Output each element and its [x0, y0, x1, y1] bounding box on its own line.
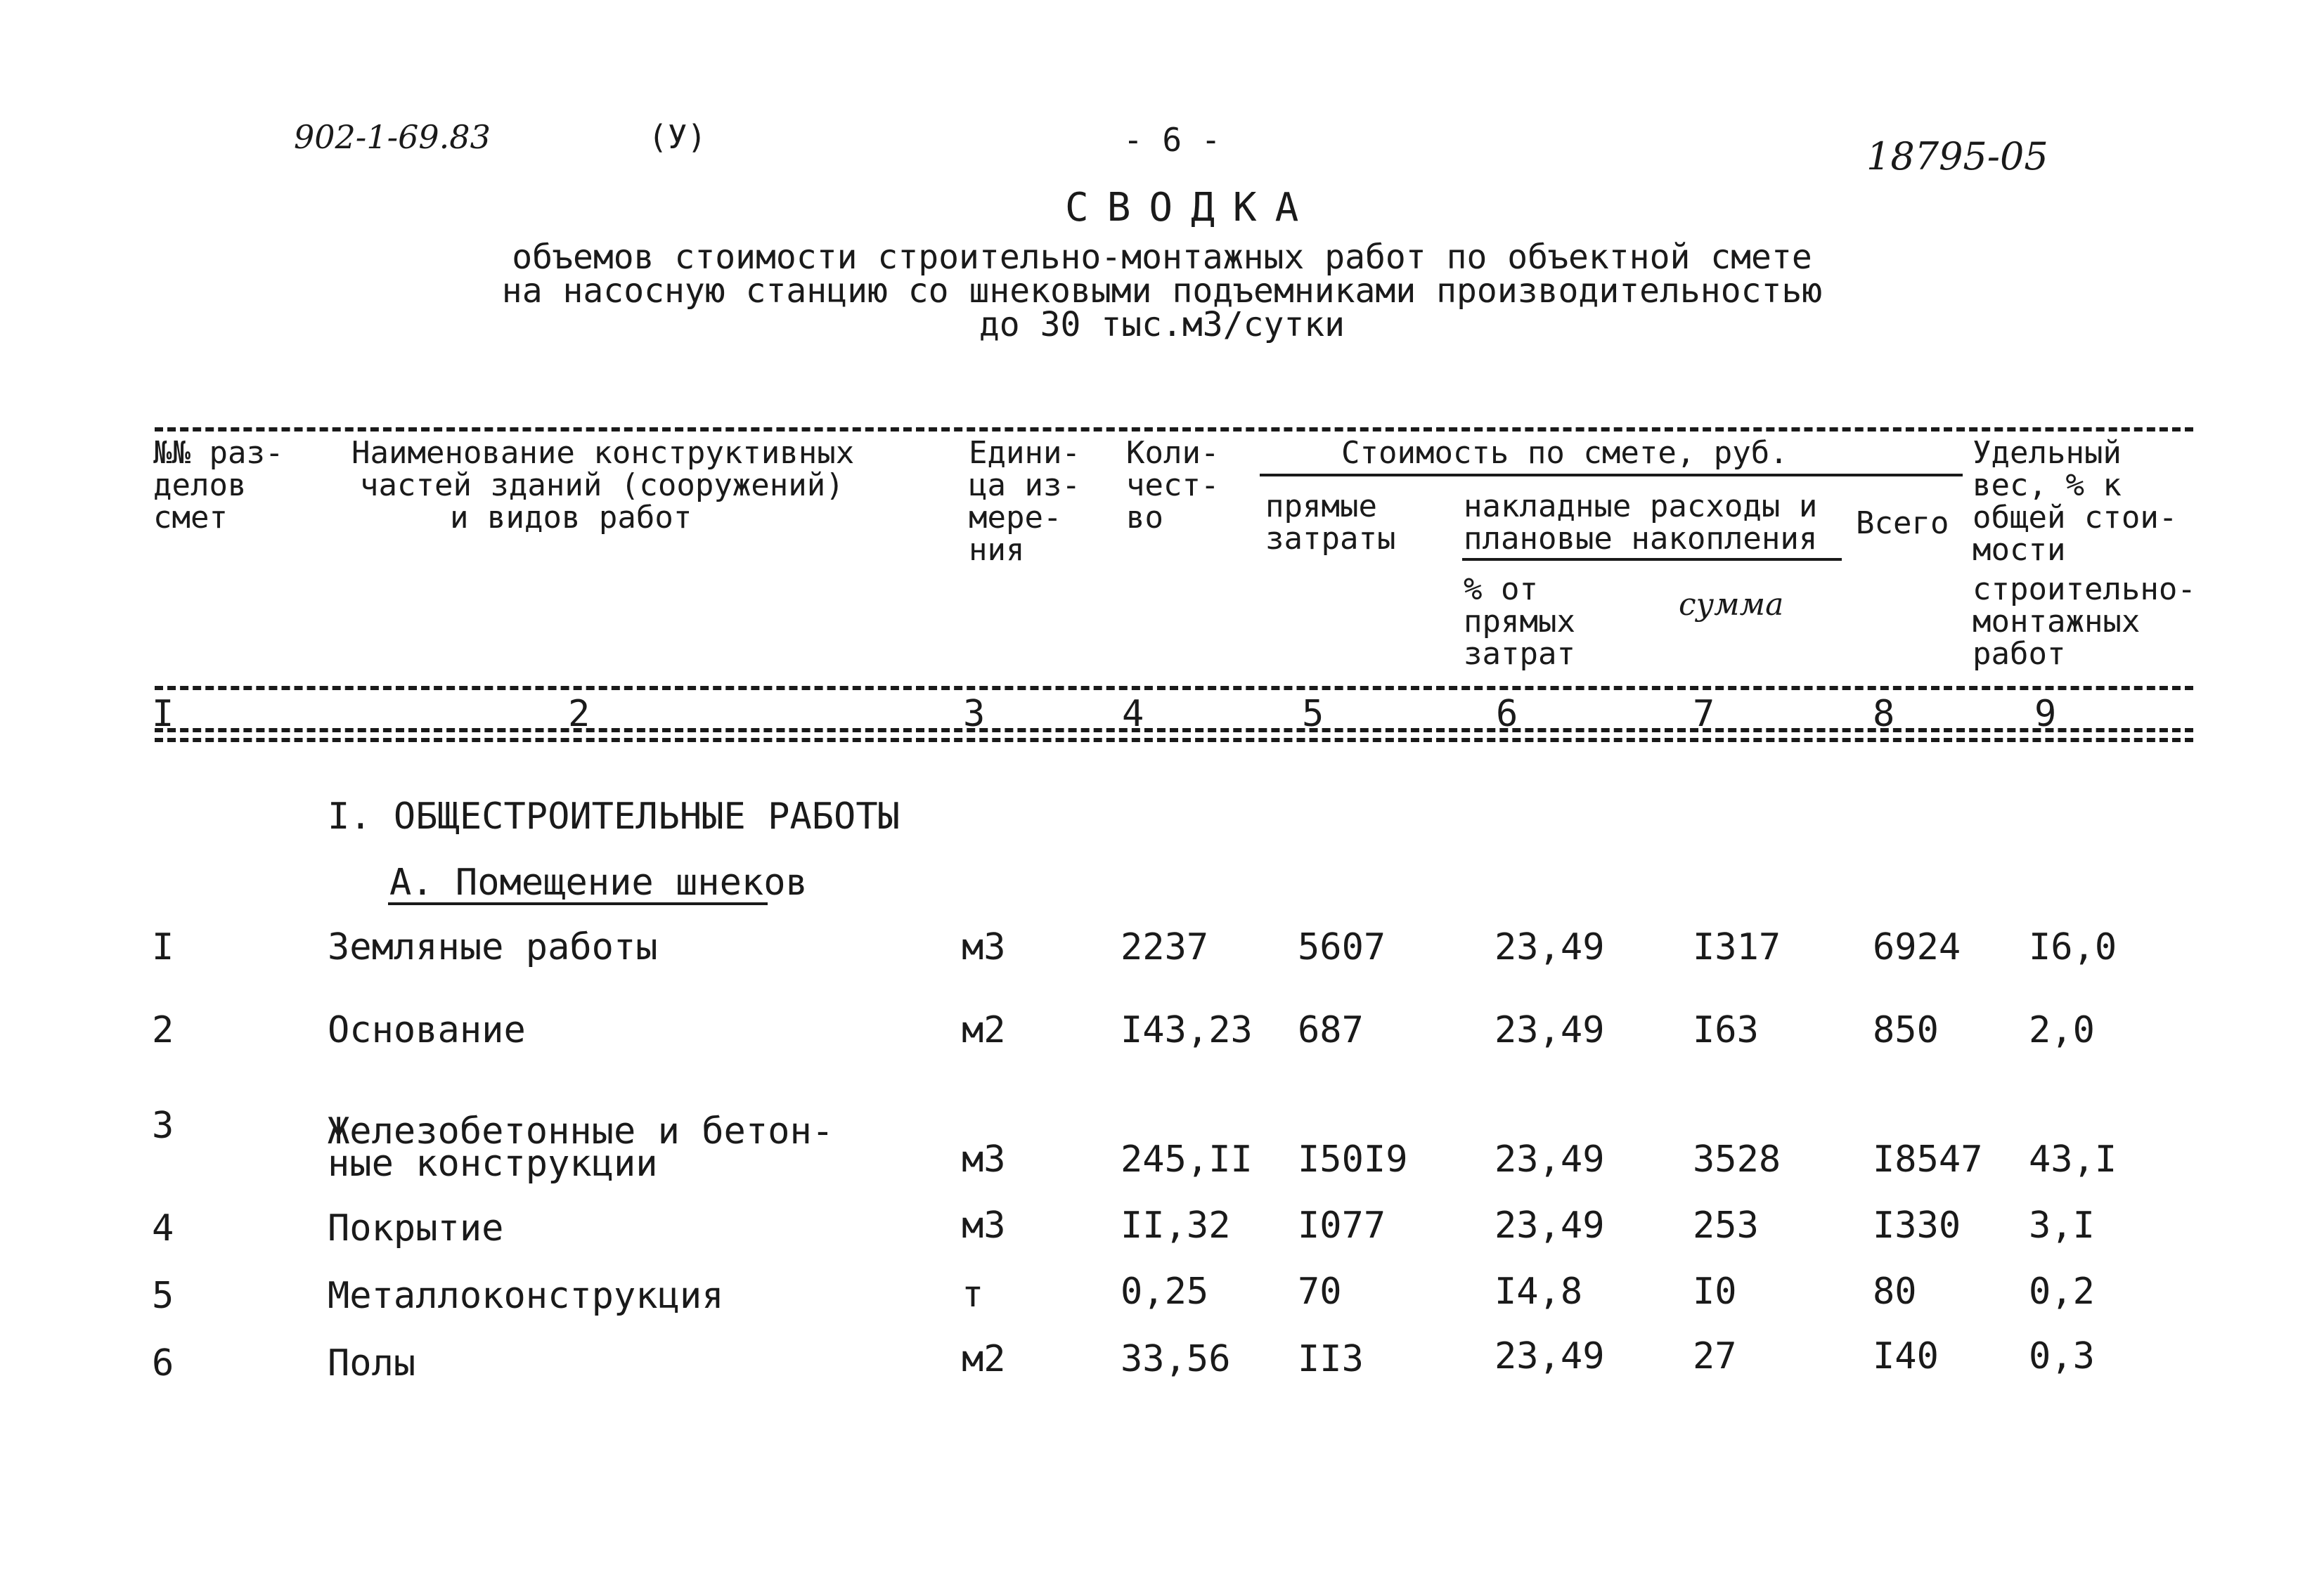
header-text: мере-: [969, 500, 1062, 536]
column-number: I: [152, 693, 174, 735]
row-total: I330: [1873, 1205, 1961, 1247]
row-unit: м3: [962, 1138, 1006, 1181]
row-number: 4: [152, 1207, 174, 1250]
header-text: работ: [1973, 636, 2066, 672]
row-percent: I4,8: [1495, 1271, 1583, 1313]
row-quantity: I43,23: [1121, 1009, 1253, 1051]
column-number: 6: [1496, 693, 1518, 735]
header-text: прямых: [1464, 604, 1575, 640]
column-number: 8: [1873, 693, 1895, 735]
row-name: Покрытие: [328, 1207, 504, 1250]
row-direct-costs: 70: [1298, 1271, 1342, 1313]
subtitle-line-3: до 30 тыс.м3/сутки: [979, 305, 1345, 344]
header-text: Коли-: [1126, 435, 1220, 471]
document-code: 902-1-69.83: [294, 118, 491, 156]
row-percent: 23,49: [1495, 1205, 1605, 1247]
row-sum: I317: [1693, 926, 1781, 968]
row-unit: т: [962, 1273, 984, 1316]
row-number: 3: [152, 1105, 174, 1147]
row-percent: 23,49: [1495, 1138, 1605, 1181]
column-number: 2: [568, 693, 590, 735]
row-sum: 3528: [1693, 1138, 1781, 1181]
header-text: монтажных: [1973, 604, 2141, 640]
header-cost-group: Стоимость по смете, руб.: [1341, 435, 1788, 471]
row-quantity: 2237: [1121, 926, 1209, 968]
column-number: 5: [1302, 693, 1324, 735]
column-number: 7: [1693, 693, 1715, 735]
row-direct-costs: I50I9: [1298, 1138, 1408, 1181]
row-name-continued: ные конструкции: [328, 1143, 658, 1185]
row-number: 5: [152, 1275, 174, 1317]
row-percent: 23,49: [1495, 1335, 1605, 1377]
header-col-sum: сумма: [1679, 587, 1784, 623]
overhead-group-underline: [1462, 558, 1842, 561]
header-text: плановые накопления: [1464, 521, 1818, 557]
row-share: 43,I: [2029, 1138, 2117, 1181]
row-name: Железобетонные и бетон-: [328, 1110, 834, 1153]
row-total: 80: [1873, 1271, 1917, 1313]
header-text: прямые: [1265, 488, 1377, 524]
column-number: 3: [963, 693, 986, 735]
cost-group-underline: [1260, 474, 1963, 476]
row-percent: 23,49: [1495, 1009, 1605, 1051]
subsection-title: А. Помещение шнеков: [389, 862, 808, 904]
header-text: затраты: [1265, 521, 1396, 557]
header-text: ца из-: [969, 467, 1080, 503]
row-total: I8547: [1873, 1138, 1983, 1181]
header-text: во: [1126, 500, 1163, 536]
row-total: I40: [1873, 1335, 1939, 1377]
header-text: % от: [1464, 571, 1538, 607]
row-sum: 27: [1693, 1335, 1737, 1377]
header-text: Наименование конструктивных: [351, 435, 855, 471]
row-number: 6: [152, 1342, 174, 1384]
column-number: 4: [1122, 693, 1144, 735]
header-text: и видов работ: [450, 500, 692, 536]
row-direct-costs: II3: [1298, 1338, 1364, 1380]
header-text: мости: [1973, 532, 2066, 568]
row-sum: I0: [1693, 1271, 1737, 1313]
row-direct-costs: 687: [1298, 1009, 1364, 1051]
row-name: Полы: [328, 1342, 416, 1384]
row-total: 6924: [1873, 926, 1961, 968]
row-sum: 253: [1693, 1205, 1759, 1247]
header-text: смет: [153, 500, 228, 536]
section-title: I. ОБЩЕСТРОИТЕЛЬНЫЕ РАБОТЫ: [328, 796, 900, 838]
row-share: 0,3: [2029, 1335, 2095, 1377]
header-text: частей зданий (сооружений): [360, 467, 844, 503]
subtitle-line-1: объемов стоимости строительно-монтажных работ по объектной смете: [512, 238, 1812, 277]
subsection-underline: [388, 902, 768, 905]
header-text: строительно-: [1973, 571, 2196, 607]
row-percent: 23,49: [1495, 926, 1605, 968]
page-title: СВОДКА: [1065, 185, 1317, 231]
header-text: ния: [969, 532, 1025, 568]
row-quantity: II,32: [1121, 1205, 1231, 1247]
row-number: 2: [152, 1009, 174, 1051]
archive-number: 18795-05: [1866, 134, 2048, 179]
row-unit: м3: [962, 926, 1006, 968]
header-bottom-rule-2: [155, 738, 2193, 742]
header-text: общей стои-: [1973, 500, 2178, 536]
header-text: накладные расходы и: [1464, 488, 1818, 524]
header-text: затрат: [1464, 636, 1575, 672]
row-share: 0,2: [2029, 1271, 2095, 1313]
header-col-total: Всего: [1856, 505, 1949, 541]
row-share: 3,I: [2029, 1205, 2095, 1247]
header-mid-rule: [155, 686, 2193, 690]
row-number: I: [152, 926, 174, 968]
row-share: 2,0: [2029, 1009, 2095, 1051]
row-unit: м3: [962, 1205, 1006, 1247]
header-top-rule: [155, 427, 2193, 431]
header-text: Удельный: [1973, 435, 2122, 471]
header-text: чест-: [1126, 467, 1220, 503]
subtitle-line-2: на насосную станцию со шнековыми подъемниками производительностью: [501, 271, 1823, 311]
header-bottom-rule-1: [155, 728, 2193, 732]
row-direct-costs: 5607: [1298, 926, 1386, 968]
document-variant: (У): [648, 118, 707, 156]
header-text: вес, % к: [1973, 467, 2122, 503]
page-number: - 6 -: [1123, 121, 1221, 159]
column-number: 9: [2034, 693, 2057, 735]
row-name: Основание: [328, 1009, 526, 1051]
row-quantity: 245,II: [1121, 1138, 1253, 1181]
row-quantity: 0,25: [1121, 1271, 1209, 1313]
row-name: Земляные работы: [328, 926, 658, 968]
row-name: Металлоконструкция: [328, 1275, 724, 1317]
header-text: делов: [153, 467, 247, 503]
row-total: 850: [1873, 1009, 1939, 1051]
row-sum: I63: [1693, 1009, 1759, 1051]
row-quantity: 33,56: [1121, 1338, 1231, 1380]
header-text: №№ раз-: [153, 435, 284, 471]
row-share: I6,0: [2029, 926, 2117, 968]
row-unit: м2: [962, 1338, 1006, 1380]
header-text: Едини-: [969, 435, 1080, 471]
row-unit: м2: [962, 1009, 1006, 1051]
row-direct-costs: I077: [1298, 1205, 1386, 1247]
